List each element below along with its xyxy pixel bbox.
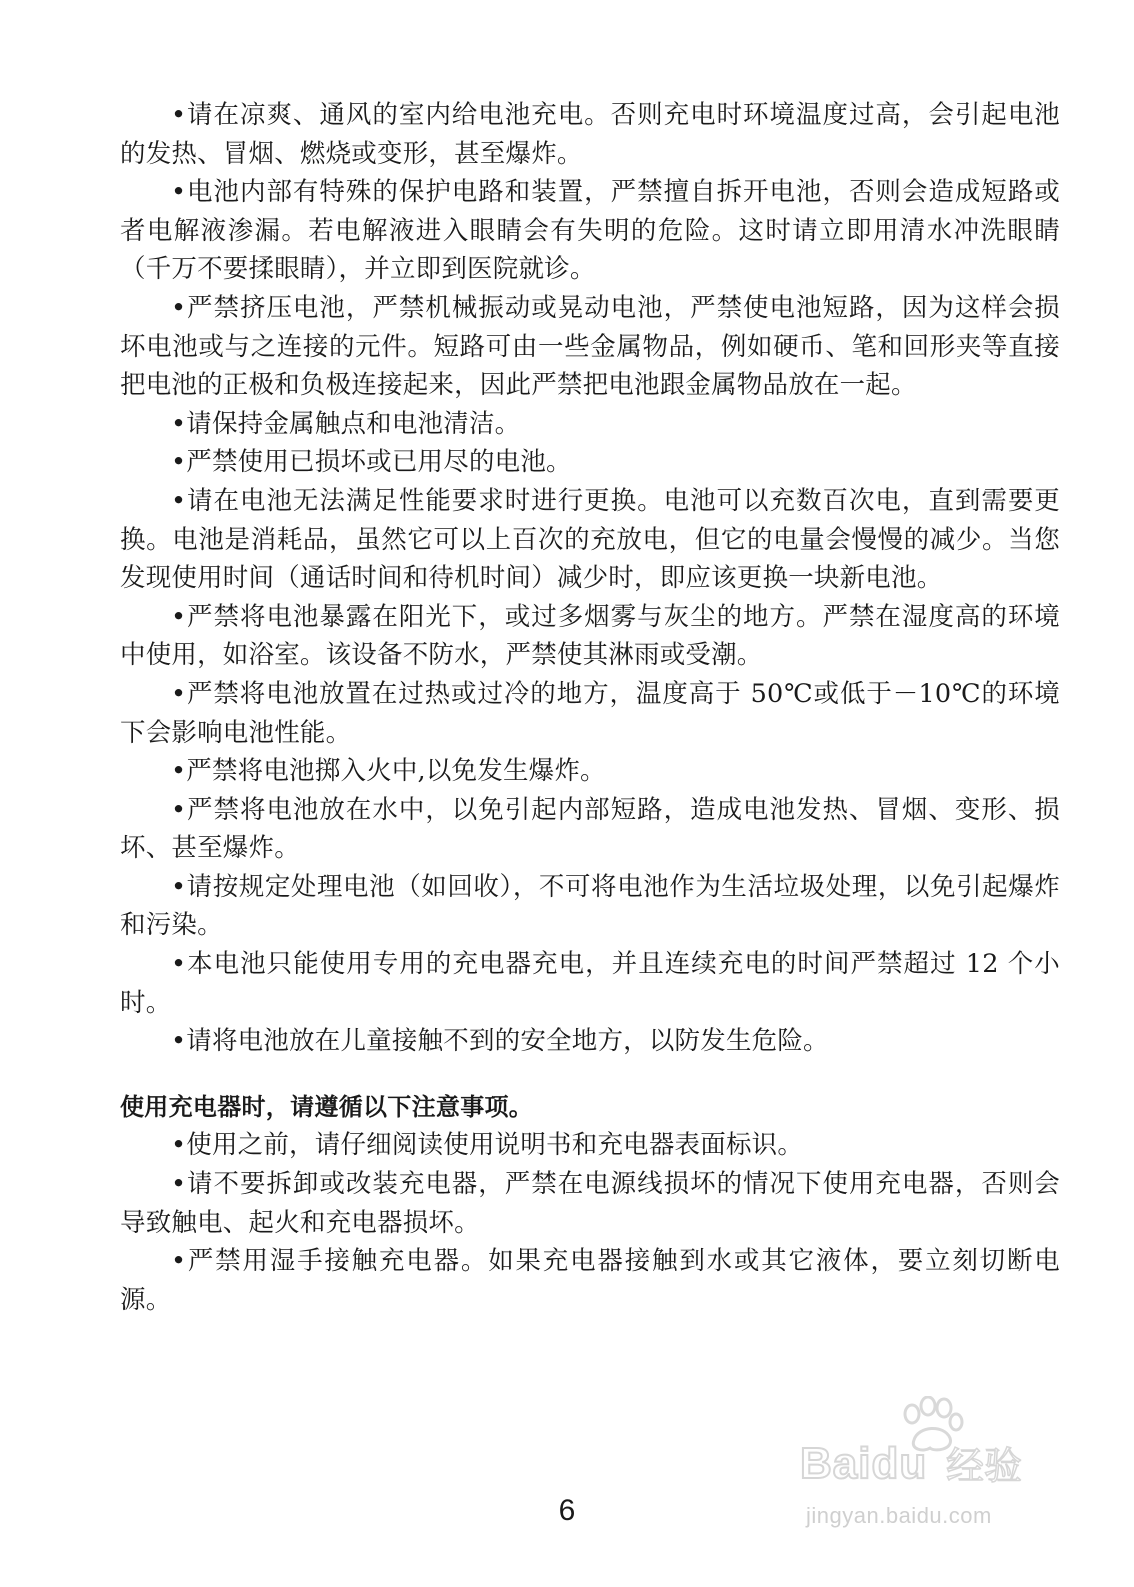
- battery-item: •请在凉爽、通风的室内给电池充电。否则充电时环境温度过高，会引起电池的发热、冒烟、燃烧或变形，甚至爆炸。: [120, 100, 1060, 169]
- paw-icon: [892, 1396, 972, 1456]
- battery-item: •本电池只能使用专用的充电器充电，并且连续充电的时间严禁超过 12 个小时。: [120, 949, 1060, 1018]
- battery-item: •严禁将电池暴露在阳光下，或过多烟雾与灰尘的地方。严禁在湿度高的环境中使用，如浴室。该设备不防水，严禁使其淋雨或受潮。: [120, 601, 1060, 671]
- watermark-url: jingyan.baidu.com: [806, 1503, 992, 1528]
- battery-item: •严禁将电池放置在过热或过冷的地方，温度高于 50℃或低于－10℃的环境下会影响电池性能。: [120, 678, 1060, 748]
- charger-item: •使用之前，请仔细阅读使用说明书和充电器表面标识。: [171, 1130, 804, 1161]
- battery-item: •请将电池放在儿童接触不到的安全地方，以防发生危险。: [171, 1026, 829, 1057]
- charger-item: •请不要拆卸或改装充电器，严禁在电源线损坏的情况下使用充电器，否则会导致触电、起火和充电器损坏。: [120, 1169, 1060, 1238]
- battery-item: •请按规定处理电池（如回收），不可将电池作为生活垃圾处理，以免引起爆炸和污染。: [120, 871, 1060, 941]
- battery-item: •请保持金属触点和电池清洁。: [171, 408, 521, 439]
- battery-item: •请在电池无法满足性能要求时进行更换。电池可以充数百次电，直到需要更换。电池是消耗品，虽然它可以上百次的充放电，但它的电量会慢慢的减少。当您发现使用时间（通话时间和待机时间）减少时，即应该更换一块新电池。: [120, 485, 1060, 594]
- watermark-logo: Baidu: [800, 1439, 928, 1488]
- battery-item: •严禁将电池掷入火中,以免发生爆炸。: [171, 756, 606, 787]
- charger-item: •严禁用湿手接触充电器。如果充电器接触到水或其它液体，要立刻切断电源。: [120, 1246, 1060, 1315]
- battery-item: •严禁将电池放在水中，以免引起内部短路，造成电池发热、冒烟、变形、损坏、甚至爆炸。: [120, 794, 1060, 864]
- charger-section-heading: 使用充电器时，请遵循以下注意事项。: [120, 1092, 534, 1121]
- page-number: 6: [558, 1494, 576, 1527]
- baidu-jingyan-watermark: [796, 1396, 1096, 1556]
- page-content: [120, 96, 1060, 1319]
- watermark-logo-cn: 经验: [946, 1444, 1023, 1488]
- battery-precautions: [120, 96, 1060, 1061]
- battery-item: •电池内部有特殊的保护电路和装置，严禁擅自拆开电池，否则会造成短路或者电解液渗漏。若电解液进入眼睛会有失明的危险。这时请立即用清水冲洗眼睛（千万不要揉眼睛），并立即到医院就诊。: [120, 177, 1060, 285]
- battery-item: •严禁挤压电池，严禁机械振动或晃动电池，严禁使电池短路，因为这样会损坏电池或与之连接的元件。短路可由一些金属物品，例如硬币、笔和回形夹等直接把电池的正极和负极连接起来，因此严禁把电池跟金属物品放在一起。: [120, 292, 1060, 401]
- charger-precautions: [120, 1126, 1060, 1319]
- battery-item: •严禁使用已损坏或已用尽的电池。: [171, 447, 572, 478]
